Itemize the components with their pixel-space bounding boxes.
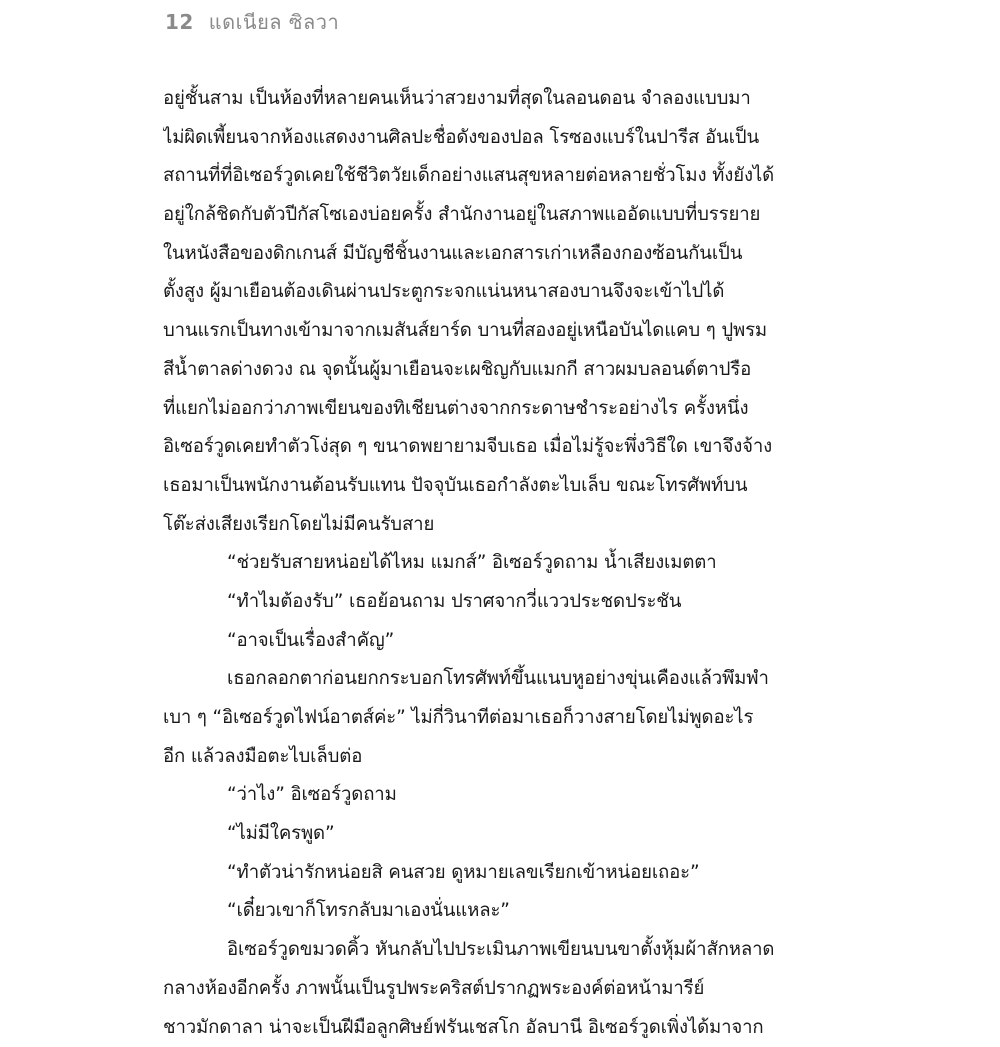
dialogue-line: “เดี๋ยวเขาก็โทรกลับมาเองนั่นแหละ” — [163, 892, 847, 931]
paragraph-start-line: อิเซอร์วูดขมวดคิ้ว หันกลับไปประเมินภาพเขียนบนขาตั้งหุ้มผ้าสักหลาด — [163, 931, 847, 970]
dialogue-line: “ช่วยรับสายหน่อยได้ไหม แมกส์” อิเซอร์วูดถาม น้ำเสียงเมตตา — [163, 544, 847, 583]
text-line: เบา ๆ “อิเซอร์วูดไฟน์อาตส์ค่ะ” ไม่กี่วินาทีต่อมาเธอก็วางสายโดยไม่พูดอะไร — [163, 699, 847, 738]
author-name: แดเนียล ซิลวา — [209, 10, 340, 34]
text-line: ตั้งสูง ผู้มาเยือนต้องเดินผ่านประตูกระจกแน่นหนาสองบานจึงจะเข้าไปได้ — [163, 273, 847, 312]
text-line: โต๊ะส่งเสียงเรียกโดยไม่มีคนรับสาย — [163, 506, 847, 545]
text-line: สถานที่ที่อิเซอร์วูดเคยใช้ชีวิตวัยเด็กอย่างแสนสุขหลายต่อหลายชั่วโมง ทั้งยังได้ — [163, 157, 847, 196]
dialogue-line: “ว่าไง” อิเซอร์วูดถาม — [163, 776, 847, 815]
running-head — [165, 6, 339, 38]
text-line: บานแรกเป็นทางเข้ามาจากเมสันส์ยาร์ด บานที่สองอยู่เหนือบันไดแคบ ๆ ปูพรม — [163, 312, 847, 351]
text-line: ในหนังสือของดิกเกนส์ มีบัญชีชิ้นงานและเอกสารเก่าเหลืองกองซ้อนกันเป็น — [163, 235, 847, 274]
paragraph-start-line: เธอกลอกตาก่อนยกกระบอกโทรศัพท์ขึ้นแนบหูอย่างขุ่นเคืองแล้วพึมพำ — [163, 660, 847, 699]
page-number: 12 — [165, 10, 194, 34]
text-line: อิเซอร์วูดเคยทำตัวโง่สุด ๆ ขนาดพยายามจีบเธอ เมื่อไม่รู้จะพึ่งวิธีใด เขาจึงจ้าง — [163, 428, 847, 467]
dialogue-line: “อาจเป็นเรื่องสำคัญ” — [163, 622, 847, 661]
text-line: ไม่ผิดเพี้ยนจากห้องแสดงงานศิลปะชื่อดังของปอล โรซองแบร์ในปารีส อันเป็น — [163, 119, 847, 158]
dialogue-line: “ทำไมต้องรับ” เธอย้อนถาม ปราศจากวี่แววประชดประชัน — [163, 583, 847, 622]
text-line: ชาวมักดาลา น่าจะเป็นฝีมือลูกศิษย์ฟรันเชสโก อัลบานี อิเซอร์วูดเพิ่งได้มาจาก — [163, 1009, 847, 1047]
text-line: เธอมาเป็นพนักงานต้อนรับแทน ปัจจุบันเธอกำลังตะไบเล็บ ขณะโทรศัพท์บน — [163, 467, 847, 506]
text-line: อีก แล้วลงมือตะไบเล็บต่อ — [163, 738, 847, 777]
text-line: ที่แยกไม่ออกว่าภาพเขียนของทิเชียนต่างจากกระดาษชำระอย่างไร ครั้งหนึ่ง — [163, 390, 847, 429]
text-line: สีน้ำตาลด่างดวง ณ จุดนั้นผู้มาเยือนจะเผชิญกับแมกกี สาวผมบลอนด์ตาปรือ — [163, 351, 847, 390]
dialogue-line: “ทำตัวน่ารักหน่อยสิ คนสวย ดูหมายเลขเรียกเข้าหน่อยเถอะ” — [163, 854, 847, 893]
text-line: อยู่ใกล้ชิดกับตัวปีกัสโซเองบ่อยครั้ง สำนักงานอยู่ในสภาพแออัดแบบที่บรรยาย — [163, 196, 847, 235]
text-line: อยู่ชั้นสาม เป็นห้องที่หลายคนเห็นว่าสวยงามที่สุดในลอนดอน จำลองแบบมา — [163, 80, 847, 119]
body-text — [163, 80, 847, 1047]
text-line: กลางห้องอีกครั้ง ภาพนั้นเป็นรูปพระคริสต์ปรากฏพระองค์ต่อหน้ามารีย์ — [163, 970, 847, 1009]
dialogue-line: “ไม่มีใครพูด” — [163, 815, 847, 854]
